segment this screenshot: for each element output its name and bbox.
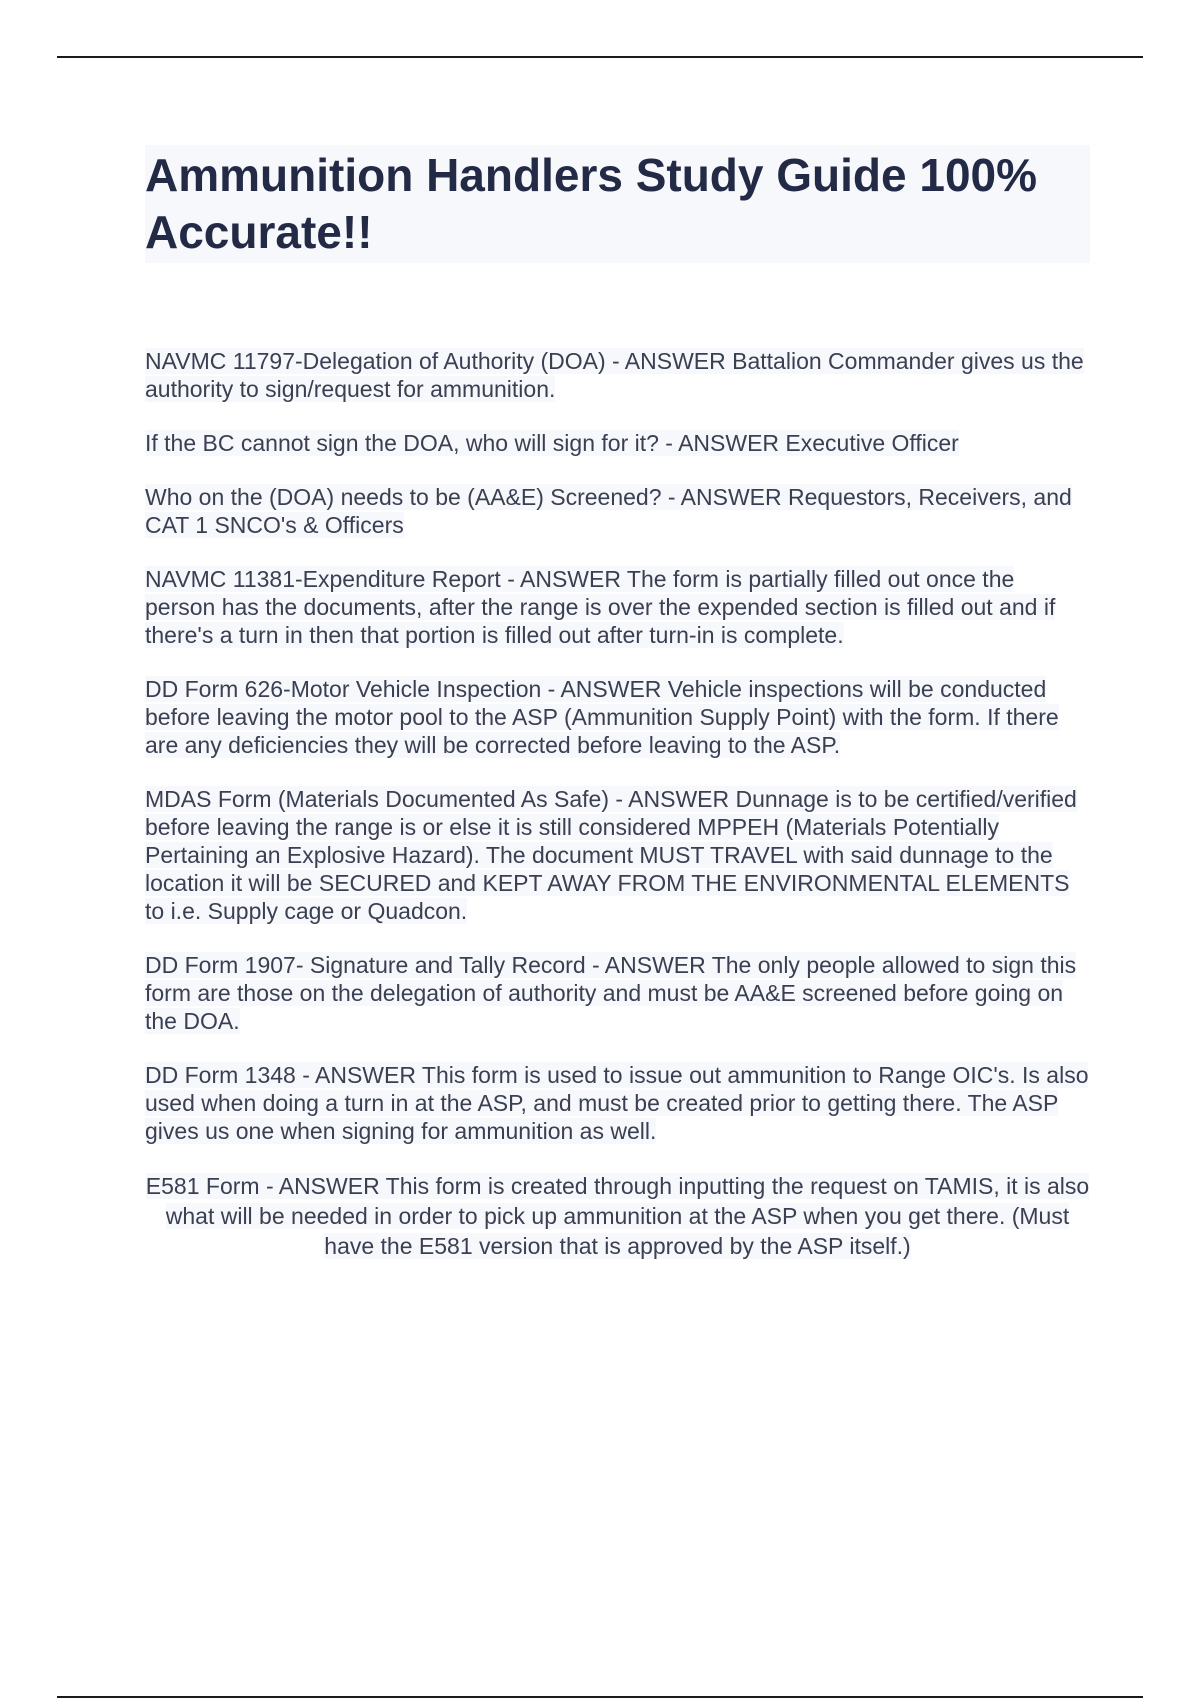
qa-item: [145, 951, 1090, 1035]
qa-item-text: Who on the (DOA) needs to be (AA&E) Screened? - ANSWER Requestors, Receivers, and CAT 1 SNCO's & Officers: [145, 484, 1072, 538]
qa-item-text: E581 Form - ANSWER This form is created through inputting the request on TAMIS, it is also what will be needed in order to pick up ammunition at the ASP when you get there. (Must have the E581 version that is approved by the ASP itself.): [145, 1173, 1090, 1259]
qa-item: [145, 675, 1090, 759]
qa-item-centered: [145, 1171, 1090, 1261]
qa-item: [145, 347, 1090, 403]
top-rule: [57, 56, 1143, 58]
qa-item: [145, 1061, 1090, 1145]
qa-item-text: If the BC cannot sign the DOA, who will sign for it? - ANSWER Executive Officer: [145, 430, 959, 456]
qa-item: [145, 429, 1090, 457]
qa-item: [145, 565, 1090, 649]
qa-item-text: MDAS Form (Materials Documented As Safe) - ANSWER Dunnage is to be certified/verified before leaving the range is or else it is still considered MPPEH (Materials Potentially Pertaining an Explosive Hazard). The document MUST TRAVEL with said dunnage to the location it will be SECURED and KEPT AWAY FROM THE ENVIRONMENTAL ELEMENTS to i.e. Supply cage or Quadcon.: [145, 786, 1077, 924]
qa-item: [145, 785, 1090, 925]
bottom-rule: [57, 1696, 1143, 1698]
qa-item-text: NAVMC 11381-Expenditure Report - ANSWER The form is partially filled out once the person has the documents, after the range is over the expended section is filled out and if there's a turn in then that portion is filled out after turn-in is complete.: [145, 566, 1056, 648]
qa-item: [145, 483, 1090, 539]
qa-item-text: DD Form 626-Motor Vehicle Inspection - ANSWER Vehicle inspections will be conducted before leaving the motor pool to the ASP (Ammunition Supply Point) with the form. If there are any deficiencies they will be corrected before leaving to the ASP.: [145, 676, 1059, 758]
qa-item-text: NAVMC 11797-Delegation of Authority (DOA) - ANSWER Battalion Commander gives us the authority to sign/request for ammunition.: [145, 348, 1084, 402]
document-title: Ammunition Handlers Study Guide 100% Accurate!!: [145, 145, 1090, 263]
qa-item-text: DD Form 1907- Signature and Tally Record - ANSWER The only people allowed to sign this form are those on the delegation of authority and must be AA&E screened before going on the DOA.: [145, 952, 1077, 1034]
qa-item-text: DD Form 1348 - ANSWER This form is used to issue out ammunition to Range OIC's. Is also used when doing a turn in at the ASP, and must be created prior to getting there. The ASP gives us one when signing for ammunition as well.: [145, 1062, 1089, 1144]
document-body: [145, 145, 1090, 1287]
qa-list: [145, 347, 1090, 1261]
